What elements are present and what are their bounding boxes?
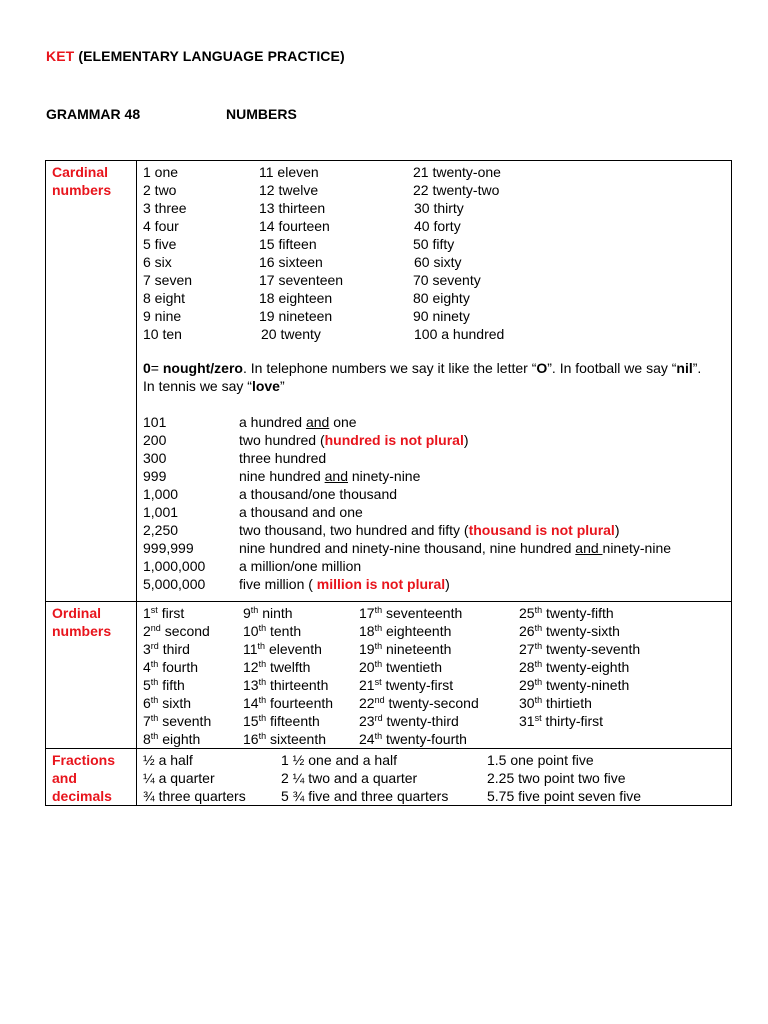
text-run: nine hundred [239,468,325,484]
ordinal-suffix: th [534,641,543,651]
ordinal-word: twenty-eighth [542,659,630,675]
ordinal-item [243,658,310,676]
cardinal-item: 8 eight [143,290,186,306]
ordinal-number: 18 [359,623,375,639]
ordinal-number: 5 [143,677,151,693]
cardinal-content [137,161,732,602]
number-words [239,521,620,539]
large-numbers-list [143,413,731,593]
ordinal-number: 28 [519,659,535,675]
ordinal-word: seventh [158,713,212,729]
ordinal-suffix: th [374,605,383,615]
section-heading [46,106,446,122]
ordinal-number: 3 [143,641,151,657]
fractions-row [46,749,732,806]
ordinal-item [143,658,198,676]
ordinal-number: 12 [243,659,259,675]
ordinal-word: twentieth [382,659,443,675]
ordinal-item [359,604,462,622]
ordinal-word: fifth [158,677,185,693]
number-value: 1,000 [143,486,179,502]
ordinal-item [359,694,479,712]
ordinal-word: twelfth [266,659,311,675]
fraction-item: ¾ three quarters [143,788,246,804]
label-line: numbers [52,623,112,639]
ket-label: KET [46,48,75,64]
cardinal-item: 6 six [143,254,172,270]
number-words [239,539,671,557]
ordinal-item [243,676,328,694]
ordinal-number: 17 [359,605,375,621]
ordinal-item [143,712,211,730]
rule-note: thousand is not plural [468,522,615,538]
cardinal-item: 22 twenty-two [413,182,500,198]
cardinal-label [46,161,137,602]
ordinal-item [519,676,629,694]
ordinal-number: 1 [143,605,151,621]
ordinal-suffix: th [150,677,159,687]
text-run: two thousand, two hundred and fifty ( [239,522,469,538]
ordinal-item [143,694,191,712]
decimal-item: 5.75 five point seven five [487,788,642,804]
cardinal-item: 19 nineteen [259,308,333,324]
ordinal-item [519,694,592,712]
ordinal-number: 24 [359,731,375,747]
cardinal-item: 70 seventy [413,272,481,288]
text-run: five million ( [239,576,317,592]
cardinal-row [46,161,732,602]
fractions-content [137,749,732,806]
text-run: ) [445,576,450,592]
ordinal-number: 16 [243,731,259,747]
ordinal-word: thirty-first [541,713,604,729]
ordinal-number: 30 [519,695,535,711]
ordinal-item [143,730,200,748]
ordinal-item [359,640,451,658]
ordinal-item [519,640,640,658]
number-value: 300 [143,450,167,466]
ordinal-suffix: th [150,695,159,705]
text-run: = [150,360,163,376]
ordinal-item [359,658,442,676]
number-words: a million/one million [239,558,362,574]
cardinal-item: 14 fourteen [259,218,330,234]
cardinal-item: 11 eleven [259,164,319,180]
ordinal-number: 23 [359,713,375,729]
ordinal-suffix: th [257,641,266,651]
ordinal-suffix: th [258,677,267,687]
ordinal-suffix: th [150,659,159,669]
number-value: 1,001 [143,504,179,520]
ordinal-suffix: nd [150,623,161,633]
ordinal-word: twenty-first [381,677,454,693]
ordinal-suffix: st [374,677,382,687]
ordinal-word: seventeenth [382,605,463,621]
ordinal-word: thirtieth [542,695,592,711]
fractions-grid [143,751,731,805]
number-value: 200 [143,432,167,448]
text-run: ninety-nine [348,468,421,484]
ordinal-number: 13 [243,677,259,693]
decimal-item: 2.25 two point two five [487,770,626,786]
ordinal-suffix: th [534,623,543,633]
ordinal-word: twenty-second [384,695,479,711]
zero-term: nought/zero [162,360,243,376]
ordinal-item [243,694,333,712]
ordinal-word: twenty-seventh [542,641,641,657]
number-words [239,575,450,593]
ordinal-item [519,712,603,730]
ordinal-word: twenty-fourth [382,731,467,747]
cardinal-item: 21 twenty-one [413,164,501,180]
ordinal-item [359,730,467,748]
text-run: ninety-nine [602,540,672,556]
rule-note: hundred is not plural [324,432,464,448]
ordinal-suffix: th [258,695,267,705]
ordinal-number: 9 [243,605,251,621]
cardinal-item: 30 thirty [414,200,464,216]
fractions-label [46,749,137,806]
ordinal-number: 4 [143,659,151,675]
text-run: ” [279,378,285,394]
cardinal-item: 1 one [143,164,179,180]
nil-term: nil [676,360,693,376]
text-run: ) [463,432,469,448]
topic-title: NUMBERS [226,106,297,122]
cardinal-item: 50 fifty [413,236,455,252]
number-words: a thousand/one thousand [239,486,398,502]
text-run: . In telephone numbers we say it like the letter “ [242,360,537,376]
cardinal-item: 40 forty [414,218,461,234]
cardinal-item: 18 eighteen [259,290,333,306]
ordinal-item [359,712,459,730]
text-run: ) [614,522,620,538]
cardinal-item: 15 fifteen [259,236,317,252]
ordinal-number: 15 [243,713,259,729]
underlined-and: and [305,414,330,430]
fraction-item: 1 ½ one and a half [281,752,397,768]
label-line: Ordinal [52,605,102,621]
underlined-and: and [324,468,348,484]
ordinal-number: 22 [359,695,375,711]
numbers-table [45,160,732,806]
ordinal-number: 21 [359,677,375,693]
ordinal-suffix: th [258,623,267,633]
cardinal-item: 90 ninety [413,308,470,324]
ordinal-word: ninth [258,605,293,621]
ordinal-number: 26 [519,623,535,639]
ordinal-suffix: rd [150,641,159,651]
document-title [46,48,345,64]
ordinal-item [243,604,293,622]
ordinal-suffix: th [150,731,159,741]
ordinal-suffix: st [150,605,158,615]
ordinal-item [243,712,320,730]
ordinal-suffix: th [258,713,267,723]
ordinal-suffix: rd [374,713,383,723]
decimal-item: 1.5 one point five [487,752,594,768]
cardinal-item: 2 two [143,182,177,198]
title-text: (ELEMENTARY LANGUAGE PRACTICE) [78,48,345,64]
ordinal-word: fifteenth [266,713,320,729]
ordinal-suffix: th [374,731,383,741]
ordinal-suffix: st [534,713,542,723]
ordinal-number: 14 [243,695,259,711]
ordinal-suffix: th [150,713,159,723]
cardinal-item: 5 five [143,236,177,252]
ordinal-number: 25 [519,605,535,621]
fraction-item: 5 ¾ five and three quarters [281,788,449,804]
ordinal-item [519,622,620,640]
ordinal-word: eighth [158,731,201,747]
ordinal-suffix: th [534,659,543,669]
ordinal-suffix: th [250,605,259,615]
label-line: decimals [52,788,112,804]
grammar-number: GRAMMAR 48 [46,106,141,122]
ordinal-row [46,602,732,749]
ordinal-suffix: th [374,623,383,633]
ordinal-item [519,604,614,622]
ordinal-suffix: th [534,605,543,615]
fraction-item: 2 ¼ two and a quarter [281,770,418,786]
text-run: ”. In tennis we say “ [143,360,702,394]
ordinal-suffix: th [534,695,543,705]
cardinal-item: 7 seven [143,272,193,288]
ordinal-number: 8 [143,731,151,747]
ordinal-number: 11 [243,641,258,657]
cardinal-item: 9 nine [143,308,182,324]
ordinal-item [359,676,453,694]
ordinal-number: 20 [359,659,375,675]
number-value: 2,250 [143,522,179,538]
ordinal-suffix: th [374,641,383,651]
number-words: three hundred [239,450,327,466]
ordinal-word: sixteenth [266,731,327,747]
ordinal-word: eighteenth [382,623,452,639]
ordinal-item [143,604,184,622]
number-value: 5,000,000 [143,576,206,592]
ordinal-item [143,676,185,694]
cardinal-item: 100 a hundred [414,326,505,342]
number-words: a thousand and one [239,504,363,520]
text-run: a hundred [239,414,306,430]
number-value: 101 [143,414,167,430]
ordinal-content [137,602,732,749]
ordinal-item [243,622,301,640]
text-run: ”. In football we say “ [547,360,677,376]
ordinal-word: twenty-fifth [542,605,614,621]
ordinal-number: 7 [143,713,151,729]
ordinal-word: nineteenth [382,641,452,657]
ordinal-suffix: th [258,731,267,741]
underlined-and: and [575,540,603,556]
ordinal-number: 29 [519,677,535,693]
cardinal-grid [143,163,731,343]
ordinal-suffix: nd [374,695,385,705]
number-value: 999 [143,468,167,484]
ordinal-item [243,730,326,748]
ordinal-word: sixth [158,695,191,711]
ordinal-number: 31 [519,713,535,729]
text-run: nine hundred and ninety-nine thousand, nine hundred [239,540,576,556]
love-term: love [251,378,280,394]
ordinal-word: thirteenth [266,677,329,693]
number-words [239,431,469,449]
zero-note [143,359,731,395]
number-words [239,413,357,431]
ordinal-word: twenty-third [382,713,459,729]
ordinal-item [519,658,629,676]
cardinal-item: 60 sixty [414,254,462,270]
ordinal-label [46,602,137,749]
label-line: and [52,770,77,786]
ordinal-word: eleventh [265,641,322,657]
cardinal-item: 20 twenty [261,326,321,342]
number-value: 999,999 [143,540,194,556]
ordinal-word: twenty-nineth [542,677,630,693]
ordinal-suffix: th [374,659,383,669]
ordinal-item [143,622,210,640]
label-line: Cardinal [52,164,109,180]
ordinal-number: 2 [143,623,151,639]
fraction-item: ¼ a quarter [143,770,215,786]
cardinal-item: 80 eighty [413,290,470,306]
cardinal-item: 4 four [143,218,179,234]
ordinal-number: 27 [519,641,535,657]
ordinal-number: 10 [243,623,259,639]
ordinal-suffix: th [534,677,543,687]
ordinal-item [359,622,451,640]
ordinal-item [243,640,322,658]
cardinal-item: 13 thirteen [259,200,326,216]
ordinal-grid [143,604,731,748]
cardinal-item: 16 sixteen [259,254,323,270]
ordinal-suffix: th [258,659,267,669]
cardinal-item: 3 three [143,200,187,216]
label-line: numbers [52,182,112,198]
ordinal-word: third [158,641,190,657]
ordinal-number: 19 [359,641,375,657]
number-words [239,467,420,485]
text-run: one [329,414,357,430]
ordinal-word: fourteenth [266,695,334,711]
label-line: Fractions [52,752,116,768]
cardinal-item: 17 seventeen [259,272,344,288]
ordinal-word: tenth [266,623,302,639]
rule-note: million is not plural [316,576,446,592]
ordinal-item [143,640,190,658]
number-value: 1,000,000 [143,558,206,574]
ordinal-word: twenty-sixth [542,623,620,639]
ordinal-number: 6 [143,695,151,711]
ordinal-word: first [157,605,185,621]
ordinal-word: fourth [158,659,199,675]
cardinal-item: 10 ten [143,326,182,342]
zero-digit: 0 [143,360,151,376]
text-run: two hundred ( [239,432,325,448]
fraction-item: ½ a half [143,752,193,768]
letter-o: O [536,360,548,376]
cardinal-item: 12 twelve [259,182,319,198]
ordinal-word: second [160,623,210,639]
